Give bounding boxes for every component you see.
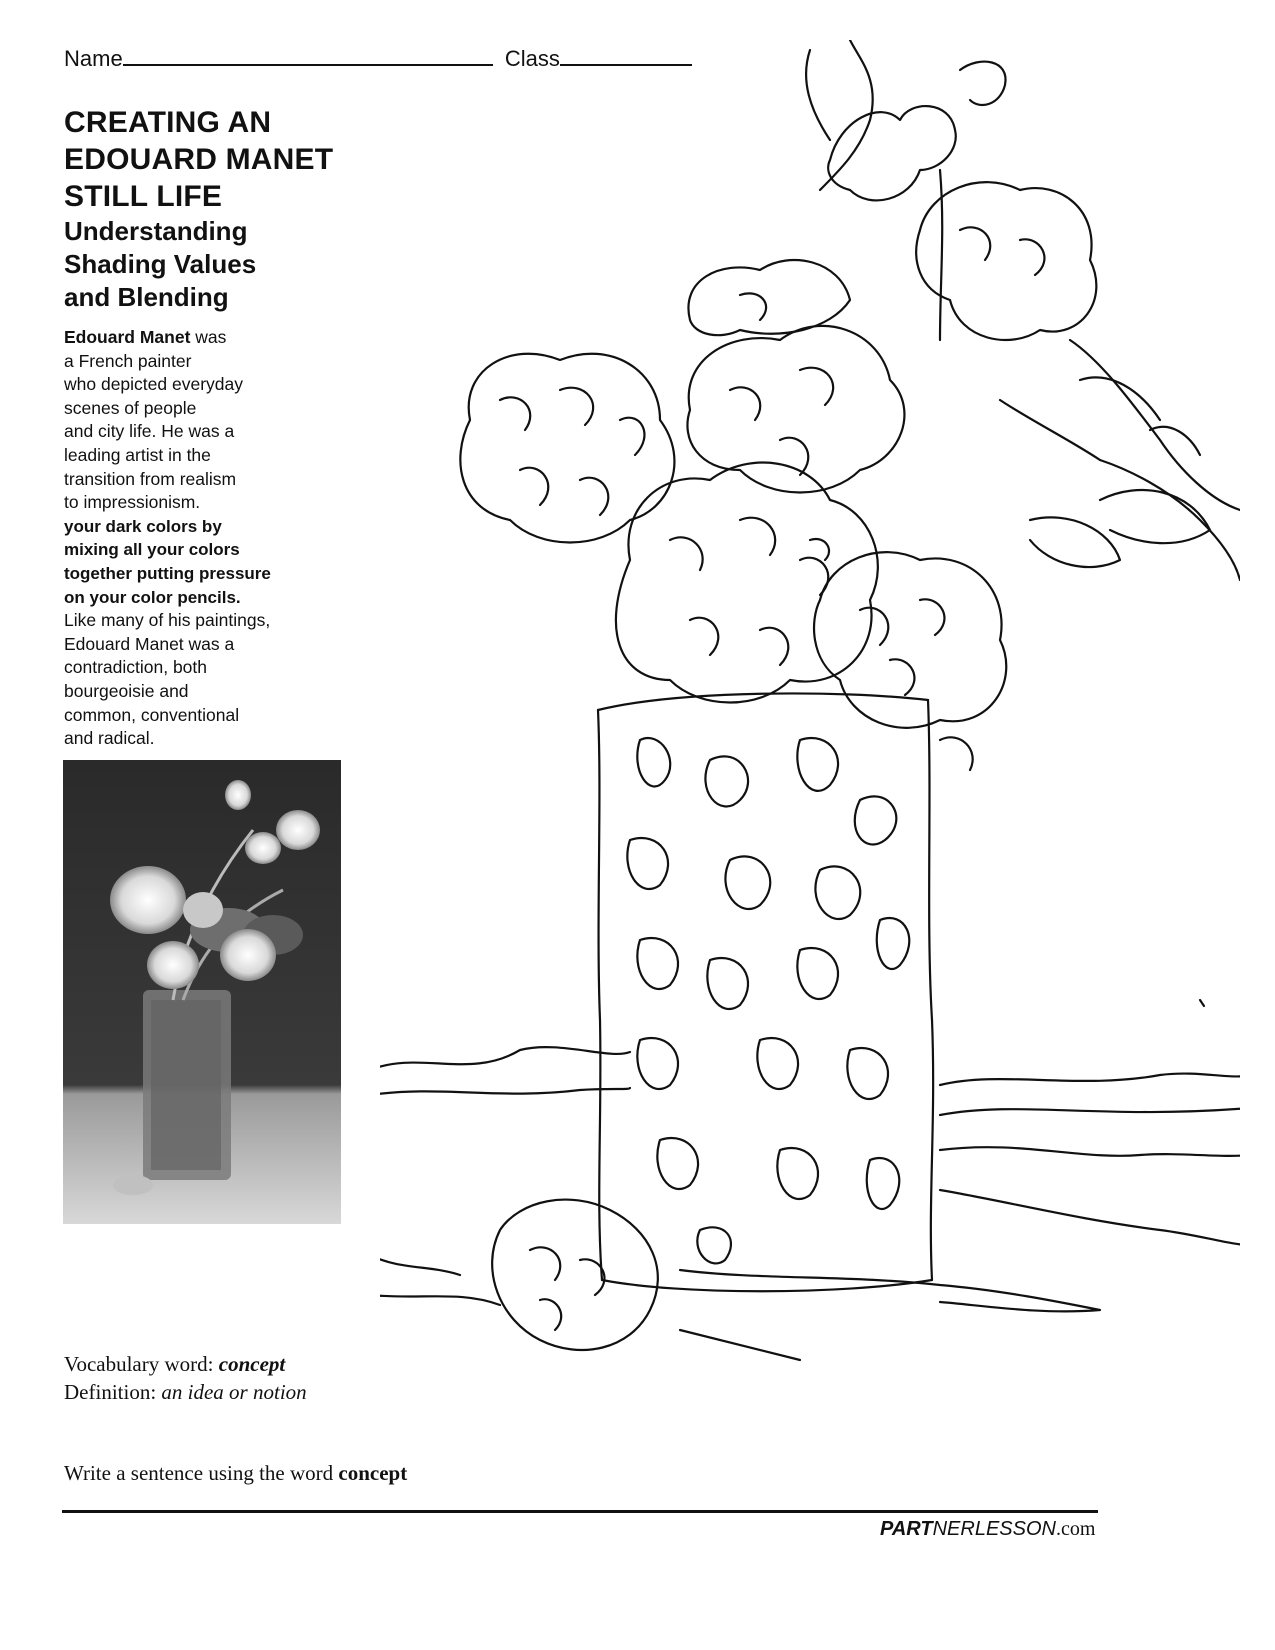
title-line: STILL LIFE	[64, 180, 223, 213]
sentence-word: concept	[338, 1461, 408, 1485]
artist-bio	[64, 326, 324, 751]
bio-line: a French painter	[64, 350, 192, 371]
title-line: EDOUARD MANET	[64, 143, 334, 176]
bio-line: contradiction, both	[64, 657, 208, 678]
bio-line: who depicted everyday	[64, 374, 243, 395]
publisher-logo: PARTNERLESSON.com	[880, 1518, 1096, 1540]
sentence-prompt: Write a sentence using the word concept	[64, 1461, 408, 1485]
bio-line: Edouard Manet was a	[64, 633, 235, 654]
bio-line: scenes of people	[64, 397, 197, 418]
worksheet-title	[64, 104, 384, 314]
tip-line: mixing all your colors	[64, 540, 240, 560]
subtitle-line: and Blending	[64, 282, 229, 312]
artist-name: Edouard Manet	[64, 327, 191, 347]
bio-line: common, conventional	[64, 704, 240, 725]
answer-line[interactable]	[62, 1510, 1098, 1513]
bio-line: to impressionism.	[64, 492, 201, 513]
subtitle-line: Understanding	[64, 216, 248, 246]
vocab-word: concept	[218, 1352, 286, 1376]
bio-line: and radical.	[64, 728, 155, 749]
bio-line: Edouard Manet was	[64, 327, 227, 347]
reference-painting	[63, 760, 341, 1224]
bio-line: leading artist in the	[64, 444, 211, 465]
vocab-definition: an idea or notion	[161, 1380, 307, 1404]
tip-line: on your color pencils.	[64, 587, 241, 607]
bio-line: Like many of his paintings,	[64, 610, 271, 631]
subtitle-line: Shading Values	[64, 249, 257, 279]
vocab-definition-line: Definition: an idea or notion	[64, 1380, 307, 1404]
tip-line: your dark colors by	[64, 516, 222, 536]
name-label: Name	[64, 46, 123, 71]
bio-line: transition from realism	[64, 468, 237, 489]
coloring-drawing[interactable]	[380, 40, 1240, 1460]
bio-line: and city life. He was a	[64, 421, 235, 442]
bio-line: bourgeoisie and	[64, 680, 189, 701]
vocab-word-line: Vocabulary word: concept	[64, 1352, 286, 1376]
class-label: Class	[504, 46, 560, 71]
tip-line: together putting pressure	[64, 563, 271, 583]
title-line: CREATING AN	[64, 106, 272, 139]
vocabulary-section	[64, 1350, 307, 1406]
